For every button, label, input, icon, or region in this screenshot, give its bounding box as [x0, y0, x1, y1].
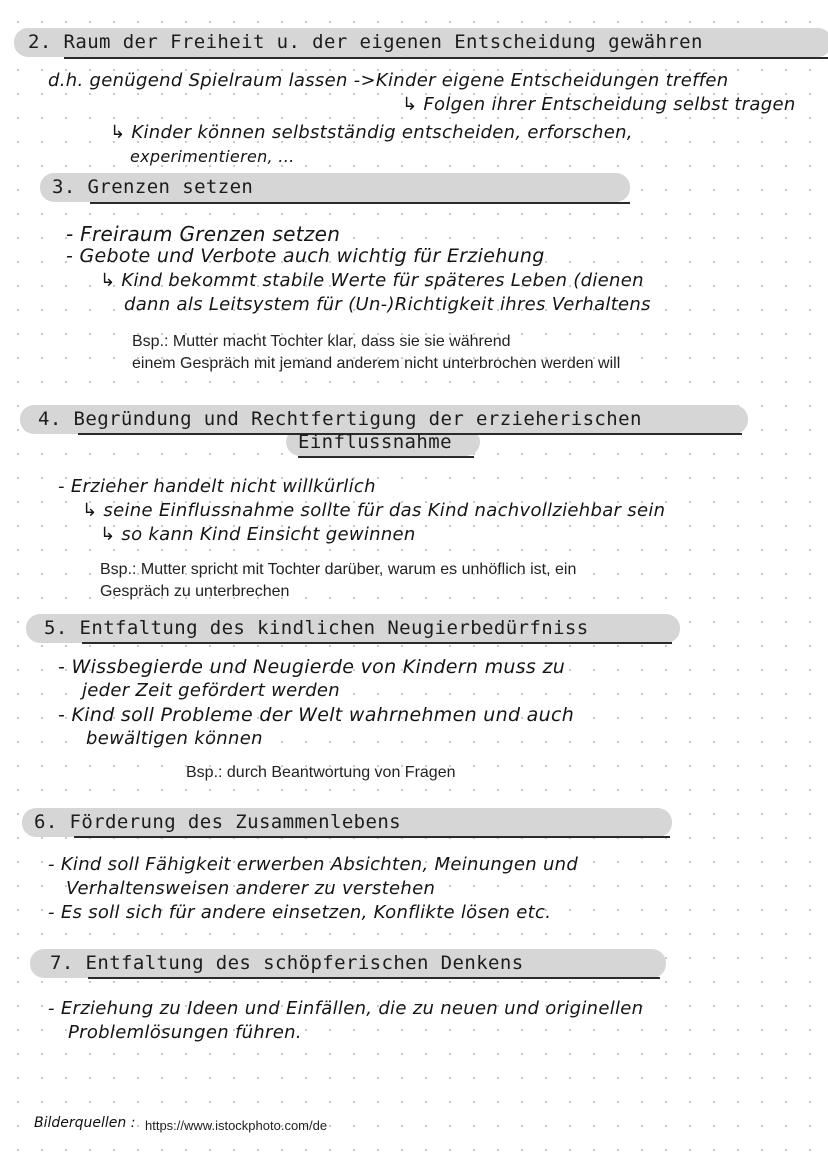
example-line: Bsp.: Mutter spricht mit Tochter darüber, warum es unhöflich ist, ein	[100, 561, 577, 578]
note-line: ↳ Kind bekommt stabile Werte für späteres Leben (dienen	[100, 270, 644, 291]
note-line: experimentieren, ...	[130, 147, 295, 166]
note-line: Problemlösungen führen.	[68, 1022, 302, 1043]
note-line: dann als Leitsystem für (Un-)Richtigkeit ihres Verhaltens	[124, 294, 651, 315]
example-line: Bsp.: durch Beantwortung von Fragen	[186, 764, 456, 781]
heading-text: 5. Entfaltung des kindlichen Neugierbedürfniss	[44, 617, 589, 639]
note-line: - Erziehung zu Ideen und Einfällen, die zu neuen und originellen	[48, 998, 644, 1019]
note-line: ↳ Folgen ihrer Entscheidung selbst tragen	[402, 94, 796, 115]
heading-text: Einflussnahme	[298, 431, 452, 453]
footer-label: Bilderquellen :	[34, 1115, 136, 1131]
note-line: ↳ seine Einflussnahme sollte für das Kind nachvollziehbar sein	[82, 500, 666, 521]
footer-url-link[interactable]: https://www.istockphoto.com/de	[145, 1118, 328, 1133]
note-line: Verhaltensweisen anderer zu verstehen	[66, 878, 436, 899]
example-text	[100, 559, 576, 603]
heading-underline	[74, 836, 670, 838]
note-line: - Kind soll Probleme der Welt wahrnehmen und auch	[58, 704, 575, 726]
note-line: d.h. genügend Spielraum lassen ->Kinder eigene Entscheidungen treffen	[48, 70, 729, 91]
heading-section-6	[34, 811, 401, 833]
heading-text: 6. Förderung des Zusammenlebens	[34, 811, 402, 833]
note-line: bewältigen können	[86, 728, 263, 749]
heading-underline	[88, 977, 660, 979]
heading-text: 2. Raum der Freiheit u. der eigenen Entscheidung gewähren	[28, 31, 703, 53]
example-text	[132, 331, 620, 375]
note-line: - Wissbegierde und Neugierde von Kindern muss zu	[58, 656, 566, 678]
heading-text: 3. Grenzen setzen	[52, 176, 254, 198]
heading-text: 7. Entfaltung des schöpferischen Denkens	[50, 952, 524, 974]
example-line: einem Gespräch mit jemand anderem nicht unterbrochen werden will	[132, 355, 621, 372]
heading-section-4	[38, 408, 642, 430]
note-line: - Gebote und Verbote auch wichtig für Erziehung	[66, 245, 545, 267]
note-line: - Kind soll Fähigkeit erwerben Absichten, Meinungen und	[48, 854, 579, 875]
heading-section-5	[44, 617, 589, 639]
heading-underline	[64, 57, 828, 59]
note-line: - Erzieher handelt nicht willkürlich	[58, 476, 376, 497]
heading-section-7	[50, 952, 524, 974]
example-line: Bsp.: Mutter macht Tochter klar, dass sie sie während	[132, 333, 511, 350]
heading-section-4-line-2	[298, 431, 452, 453]
example-text	[186, 762, 456, 784]
note-line: jeder Zeit gefördert werden	[82, 680, 341, 701]
note-line: ↳ Kinder können selbstständig entscheiden, erforschen,	[110, 122, 633, 143]
heading-section-3	[52, 176, 253, 198]
heading-text: 4. Begründung und Rechtfertigung der erzieherischen	[38, 408, 642, 430]
heading-section-2	[28, 31, 703, 53]
note-line: ↳ so kann Kind Einsicht gewinnen	[100, 524, 416, 545]
heading-underline	[90, 202, 630, 204]
note-line: - Freiraum Grenzen setzen	[66, 222, 341, 246]
note-line: - Es soll sich für andere einsetzen, Konflikte lösen etc.	[48, 902, 552, 923]
heading-underline	[82, 642, 672, 644]
heading-underline	[298, 456, 474, 458]
example-line: Gespräch zu unterbrechen	[100, 583, 290, 600]
